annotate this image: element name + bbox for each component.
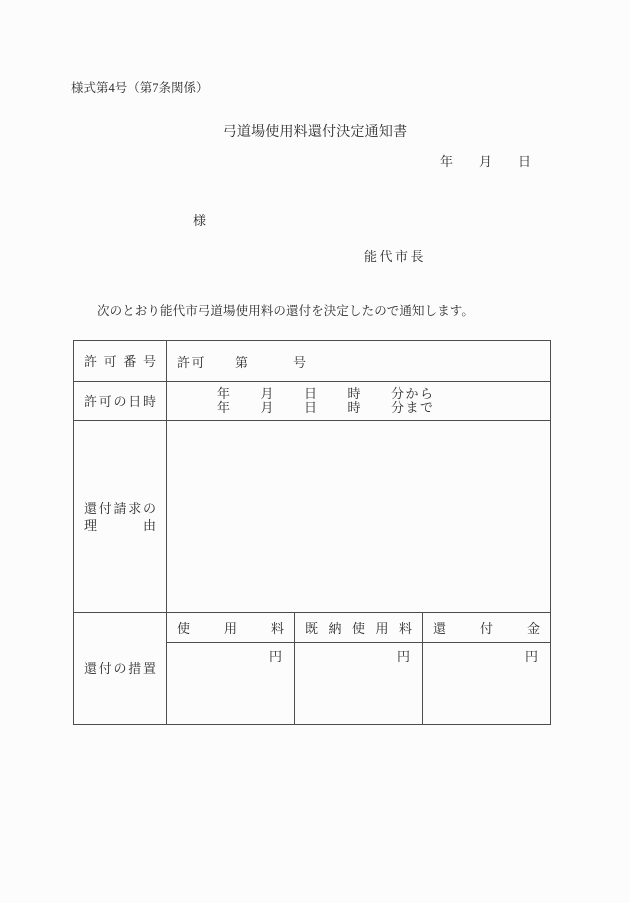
notice-table <box>73 340 551 725</box>
refund-reason-label: 還付請求の理由 <box>84 500 156 533</box>
refund-reason-label-cell <box>74 421 167 612</box>
sender-name: 能代市長 <box>364 249 427 264</box>
paid-fee-header-cell <box>295 613 422 643</box>
usage-fee-header: 使用料 <box>177 621 284 636</box>
permit-number-value: 許可 第 号 <box>177 354 308 370</box>
usage-fee-header-cell <box>167 613 294 643</box>
usage-fee-column <box>167 613 294 724</box>
refund-measure-row <box>74 613 550 724</box>
permit-datetime-label-cell <box>74 382 167 420</box>
notice-body-text: 次のとおり能代市弓道場使用料の還付を決定したので通知します。 <box>97 304 475 318</box>
refund-reason-value <box>167 421 550 612</box>
refund-amount-header-cell <box>423 613 550 643</box>
refund-amount-unit: 円 <box>524 649 538 664</box>
permit-number-row <box>74 341 550 382</box>
usage-fee-blank <box>167 665 294 724</box>
refund-amount-header: 還付金 <box>433 621 540 636</box>
document-title: 弓道場使用料還付決定通知書 <box>222 125 408 140</box>
refund-measure-columns <box>167 613 550 724</box>
permit-number-label-cell <box>74 341 167 381</box>
permit-datetime-label: 許可の日時 <box>84 393 156 409</box>
refund-measure-label: 還付の措置 <box>84 661 156 676</box>
usage-fee-unit: 円 <box>268 649 282 664</box>
permit-datetime-from: 年 月 日 時 分から <box>217 386 435 401</box>
date-line: 年 月 日 <box>439 154 531 169</box>
refund-amount-column <box>422 613 550 724</box>
form-number: 様式第4号（第7条関係） <box>71 81 209 95</box>
refund-reason-row <box>74 421 550 613</box>
paid-fee-column <box>294 613 422 724</box>
permit-datetime-row <box>74 382 550 421</box>
permit-number-label: 許可番号 <box>84 353 156 369</box>
paid-fee-unit: 円 <box>396 649 410 664</box>
paid-fee-header: 既納使用料 <box>305 621 412 636</box>
permit-datetime-to: 年 月 日 時 分まで <box>217 400 435 415</box>
refund-measure-label-cell <box>74 613 167 724</box>
paid-fee-blank <box>295 665 422 724</box>
permit-datetime-value <box>167 382 550 420</box>
refund-amount-blank <box>423 665 550 724</box>
addressee-suffix: 様 <box>193 213 207 228</box>
